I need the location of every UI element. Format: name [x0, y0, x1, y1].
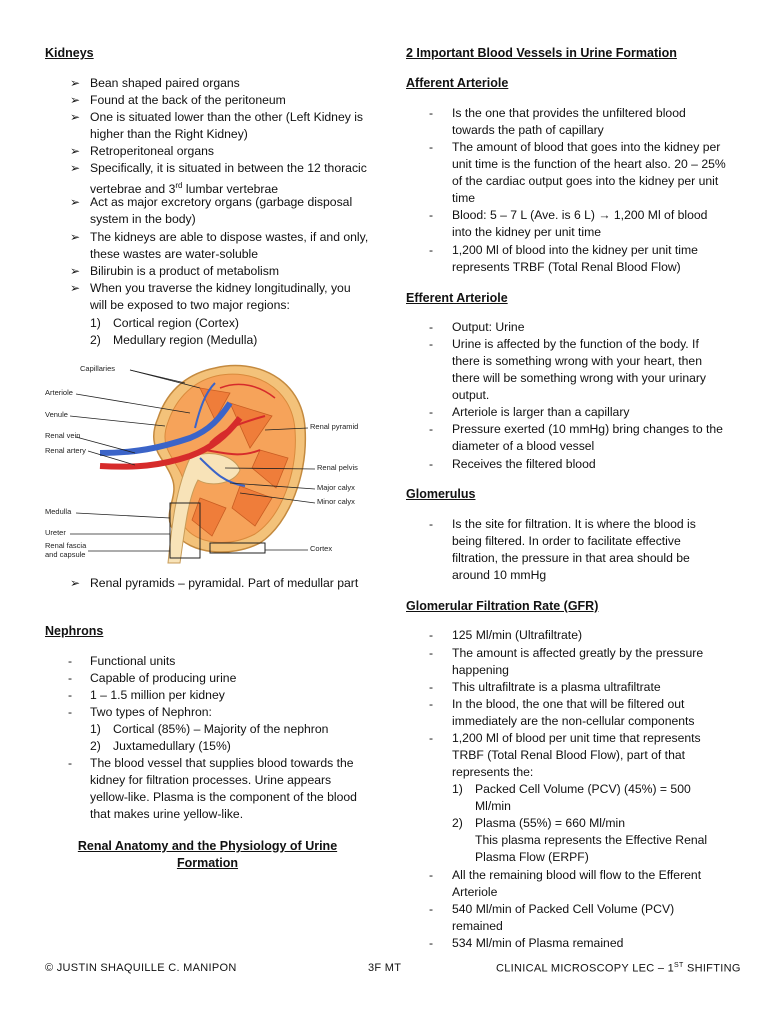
- list-item: - Blood: 5 – 7 L (Ave. is 6 L) → 1,200 Ml of blood into the kidney per unit time: [429, 208, 708, 239]
- glomerulus-heading: Glomerulus: [406, 487, 476, 501]
- list-item: ➢ Retroperitoneal organs: [70, 144, 214, 158]
- label-venule: Venule: [45, 410, 68, 419]
- region-item: 2) Medullary region (Medulla): [90, 333, 258, 347]
- label-renal-artery: Renal artery: [45, 446, 86, 455]
- list-item: - Capable of producing urine: [68, 671, 237, 685]
- region-item: 1) Cortical region (Cortex): [90, 316, 239, 330]
- list-item: - The amount of blood that goes into the kidney per unit time is the function of the heart also. 20 – 25% of the cardiac output goes into the kidney per unit time: [429, 140, 726, 205]
- list-item: - This ultrafiltrate is a plasma ultrafiltrate: [429, 680, 661, 694]
- list-item: - Is the one that provides the unfiltered blood towards the path of capillary: [429, 106, 686, 137]
- nephron-type: 2) Juxtamedullary (15%): [90, 739, 231, 753]
- label-renal-vein: Renal vein: [45, 431, 81, 440]
- list-item: ➢ One is situated lower than the other (Left Kidney is higher than the Right Kidney): [70, 110, 364, 141]
- label-cortex: Cortex: [310, 544, 333, 553]
- gfr-heading: Glomerular Filtration Rate (GFR): [406, 599, 599, 613]
- label-capillaries: Capillaries: [80, 364, 116, 373]
- list-item: - All the remaining blood will flow to the Efferent Arteriole: [429, 868, 702, 899]
- label-renal-pyramid: Renal pyramid: [310, 422, 359, 431]
- label-renal-fascia: Renal fascia: [45, 541, 87, 550]
- label-arteriole: Arteriole: [45, 388, 73, 397]
- gfr-sub-item: 1) Packed Cell Volume (PCV) (45%) = 500 Ml/min: [452, 782, 691, 813]
- label-ureter: Ureter: [45, 528, 66, 537]
- list-item: ➢ Renal pyramids – pyramidal. Part of medullar part: [70, 576, 359, 590]
- list-item: ➢ Specifically, it is situated in between the 12 thoracic vertebrae and 3rd lumbar vertebrae: [70, 161, 367, 197]
- kidneys-heading: Kidneys: [45, 46, 94, 60]
- list-item: ➢ The kidneys are able to dispose wastes, if and only, these wastes are water-soluble: [70, 230, 369, 261]
- list-item: ➢ Found at the back of the peritoneum: [70, 93, 286, 107]
- list-item: - 1,200 Ml of blood per unit time that represents TRBF (Total Renal Blood Flow), part of that represents the:: [429, 731, 701, 779]
- gfr-sub-note: This plasma represents the Effective Renal Plasma Flow (ERPF): [475, 833, 708, 864]
- list-item: ➢ Bilirubin is a product of metabolism: [70, 264, 279, 278]
- list-item: - 1,200 Ml of blood into the kidney per unit time represents TRBF (Total Renal Blood Flow): [429, 243, 698, 274]
- afferent-heading: Afferent Arteriole: [406, 76, 509, 90]
- kidney-diagram: [40, 358, 370, 568]
- footer-course: CLINICAL MICROSCOPY LEC – 1ST SHIFTING: [496, 962, 741, 975]
- label-and-capsule: and capsule: [45, 550, 86, 559]
- list-item: - Is the site for filtration. It is where the blood is being filtered. In order to facilitate effective filtration, the pressure in that area should be around 10 mmHg: [429, 517, 696, 582]
- list-item: - 1 – 1.5 million per kidney: [68, 688, 225, 702]
- footer-author: © JUSTIN SHAQUILLE C. MANIPON: [45, 962, 237, 974]
- list-item: - Pressure exerted (10 mmHg) bring changes to the diameter of a blood vessel: [429, 422, 723, 453]
- gfr-sub-item: 2) Plasma (55%) = 660 Ml/min: [452, 816, 626, 830]
- list-item: - 534 Ml/min of Plasma remained: [429, 936, 624, 950]
- nephron-type: 1) Cortical (85%) – Majority of the nephron: [90, 722, 329, 736]
- label-minor-calyx: Minor calyx: [317, 497, 355, 506]
- list-item: - Arteriole is larger than a capillary: [429, 405, 630, 419]
- nephrons-heading: Nephrons: [45, 624, 104, 638]
- list-item: - Urine is affected by the function of the body. If there is something wrong with your heart, then there will be something wrong with your urinary output.: [429, 337, 707, 402]
- list-item: - 125 Ml/min (Ultrafiltrate): [429, 628, 583, 642]
- efferent-heading: Efferent Arteriole: [406, 291, 508, 305]
- list-item: - The amount is affected greatly by the pressure happening: [429, 646, 704, 677]
- renal-anatomy-heading: Renal Anatomy and the Physiology of Urine Formation: [77, 839, 338, 870]
- list-item: - Functional units: [68, 654, 176, 668]
- list-item: ➢ Act as major excretory organs (garbage disposal system in the body): [70, 195, 353, 226]
- list-item: ➢ When you traverse the kidney longitudinally, you will be exposed to two major regions:: [70, 281, 351, 312]
- label-medulla: Medulla: [45, 507, 72, 516]
- list-item: - Two types of Nephron:: [68, 705, 212, 719]
- list-item: - 540 Ml/min of Packed Cell Volume (PCV) remained: [429, 902, 675, 933]
- list-item: ➢ Bean shaped paired organs: [70, 76, 240, 90]
- list-item: - The blood vessel that supplies blood towards the kidney for filtration processes. Urine appears yellow-like. Plasma is the component of the blood that makes urine yellow-like.: [68, 756, 357, 821]
- label-renal-pelvis: Renal pelvis: [317, 463, 358, 472]
- footer-section: 3F MT: [368, 962, 402, 974]
- list-item: - In the blood, the one that will be filtered out immediately are the non-cellular components: [429, 697, 695, 728]
- label-major-calyx: Major calyx: [317, 483, 355, 492]
- list-item: - Output: Urine: [429, 320, 525, 334]
- vessels-heading: 2 Important Blood Vessels in Urine Formation: [406, 46, 677, 60]
- list-item: - Receives the filtered blood: [429, 457, 596, 471]
